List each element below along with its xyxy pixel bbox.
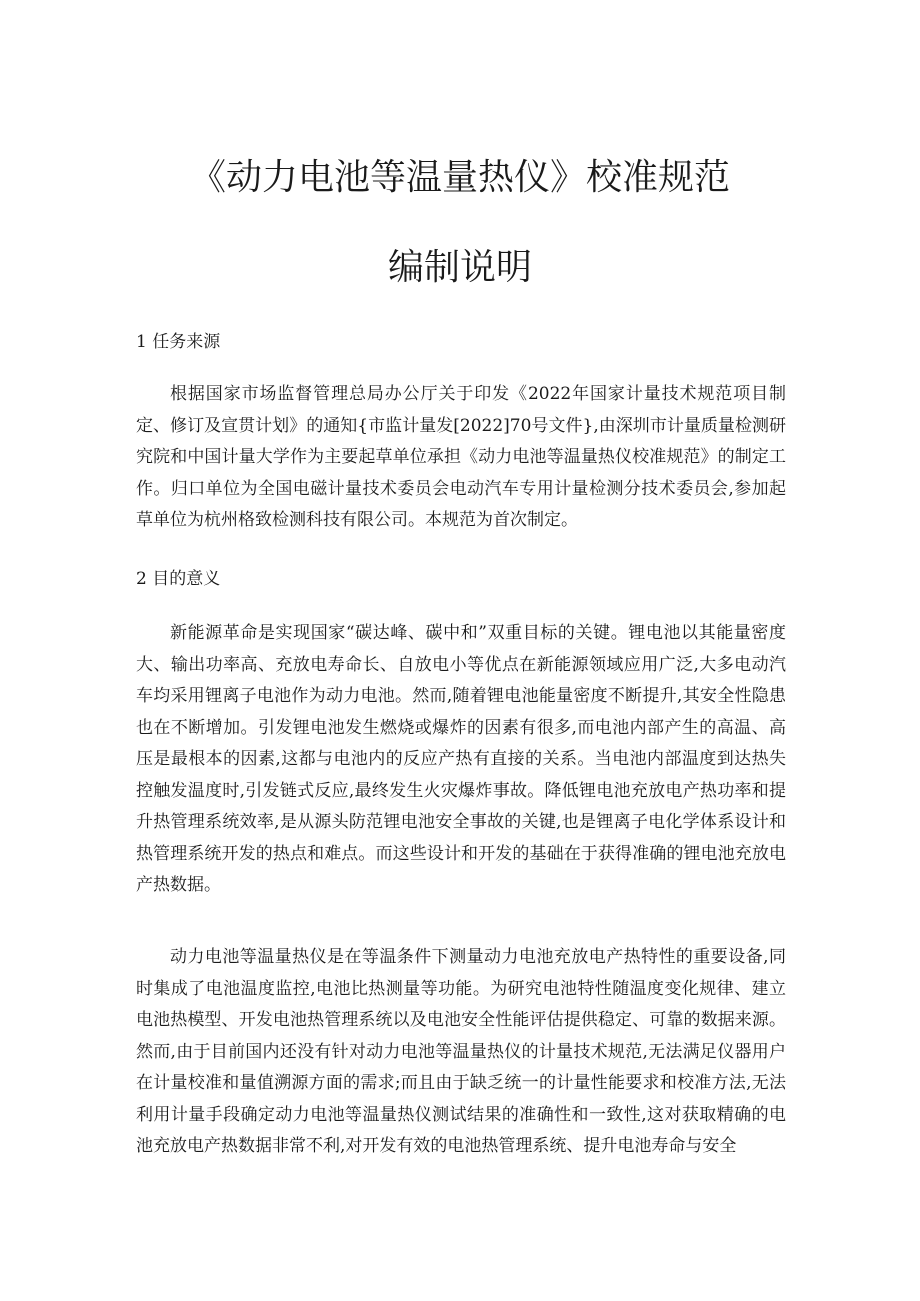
paragraph-task-source: 根据国家市场监督管理总局办公厅关于印发《2022年国家计量技术规范项目制定、修订及宣贯计划》的通知{市监计量发[2022]70号文件},由深圳市计量质量检测研究院和中国计量大学作为主要起草单位承担《动力电池等温量热仪校准规范》的制定工作。归口单位为全国电磁计量技术委员会电动汽车专用计量检测分技术委员会,参加起草单位为杭州格致检测科技有限公司。本规范为首次制定。	[136, 384, 786, 530]
section-heading-task-source: 1 任务来源	[136, 332, 221, 352]
document-subtitle: 编制说明	[387, 247, 532, 288]
section-heading-purpose: 2 目的意义	[136, 569, 221, 589]
paragraph-purpose-1: 新能源革命是实现国家“碳达峰、碳中和”双重目标的关键。锂电池以其能量密度大、输出功率高、充放电寿命长、自放电小等优点在新能源领域应用广泛,大多电动汽车均采用锂离子电池作为动力电池。然而,随着锂电池能量密度不断提升,其安全性隐患也在不断增加。引发锂电池发生燃烧或爆炸的因素有很多,而电池内部产生的高温、高压是最根本的因素,这都与电池内的反应产热有直接的关系。当电池内部温度到达热失控触发温度时,引发链式反应,最终发生火灾爆炸事故。降低锂电池充放电产热功率和提升热管理系统效率,是从源头防范锂电池安全事故的关键,也是锂离子电化学体系设计和热管理系统开发的热点和难点。而这些设计和开发的基础在于获得准确的锂电池充放电产热数据。	[136, 623, 786, 895]
paragraph-purpose-2: 动力电池等温量热仪是在等温条件下测量动力电池充放电产热特性的重要设备,同时集成了电池温度监控,电池比热测量等功能。为研究电池特性随温度变化规律、建立电池热模型、开发电池热管理系统以及电池安全性能评估提供稳定、可靠的数据来源。然而,由于目前国内还没有针对动力电池等温量热仪的计量技术规范,无法满足仪器用户在计量校准和量值溯源方面的需求;而且由于缺乏统一的计量性能要求和校准方法,无法利用计量手段确定动力电池等温量热仪测试结果的准确性和一致性,这对获取精确的电池充放电产热数据非常不利,对开发有效的电池热管理系统、提升电池寿命与安全	[136, 947, 786, 1156]
document-title: 《动力电池等温量热仪》校准规范	[189, 157, 730, 198]
